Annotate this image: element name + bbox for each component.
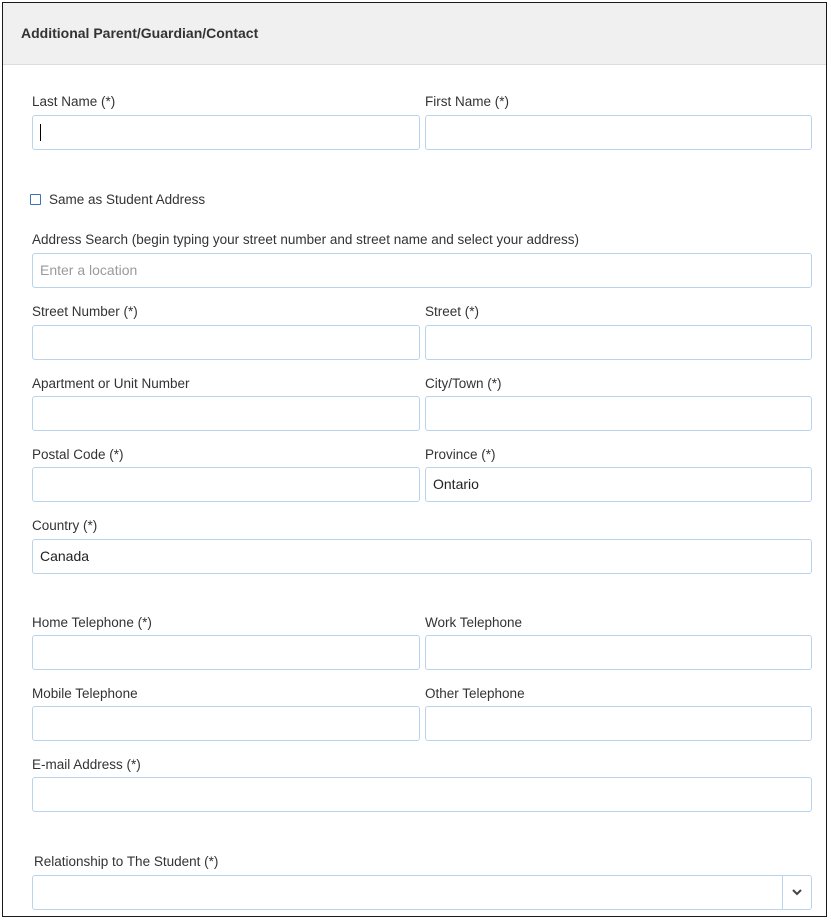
street-number-input[interactable]: [32, 325, 420, 360]
work-telephone-label: Work Telephone: [425, 615, 523, 630]
other-telephone-label: Other Telephone: [425, 686, 525, 701]
mobile-telephone-input[interactable]: [32, 706, 420, 741]
first-name-label: First Name (*): [425, 94, 509, 109]
street-label: Street (*): [425, 304, 480, 319]
chevron-down-icon[interactable]: [782, 876, 811, 909]
panel-header: [3, 3, 826, 65]
street-number-label: Street Number (*): [32, 304, 138, 319]
home-telephone-label: Home Telephone (*): [32, 615, 152, 630]
email-input[interactable]: [32, 777, 812, 812]
address-search-input[interactable]: Enter a location: [32, 253, 812, 288]
street-input[interactable]: [425, 325, 812, 360]
city-input[interactable]: [425, 396, 812, 431]
province-label: Province (*): [425, 447, 496, 462]
postal-code-input[interactable]: [32, 467, 420, 502]
work-telephone-input[interactable]: [425, 635, 812, 670]
panel-title: Additional Parent/Guardian/Contact: [21, 25, 259, 41]
home-telephone-input[interactable]: [32, 635, 420, 670]
other-telephone-input[interactable]: [425, 706, 812, 741]
city-label: City/Town (*): [425, 376, 502, 391]
country-label: Country (*): [32, 518, 98, 533]
text-caret: [40, 124, 41, 141]
last-name-label: Last Name (*): [32, 94, 116, 109]
apartment-input[interactable]: [32, 396, 420, 431]
email-label: E-mail Address (*): [32, 757, 141, 772]
province-input[interactable]: Ontario: [425, 467, 812, 502]
country-input[interactable]: Canada: [32, 539, 812, 574]
apartment-label: Apartment or Unit Number: [32, 376, 190, 391]
relationship-label: Relationship to The Student (*): [34, 854, 219, 869]
postal-code-label: Postal Code (*): [32, 447, 124, 462]
same-as-student-checkbox[interactable]: [30, 194, 41, 205]
mobile-telephone-label: Mobile Telephone: [32, 686, 138, 701]
first-name-input[interactable]: [425, 115, 812, 150]
address-search-label: Address Search (begin typing your street number and street name and select your address): [32, 232, 580, 247]
relationship-select[interactable]: [32, 875, 812, 910]
same-as-student-label[interactable]: Same as Student Address: [49, 192, 206, 207]
last-name-input[interactable]: [32, 115, 420, 150]
